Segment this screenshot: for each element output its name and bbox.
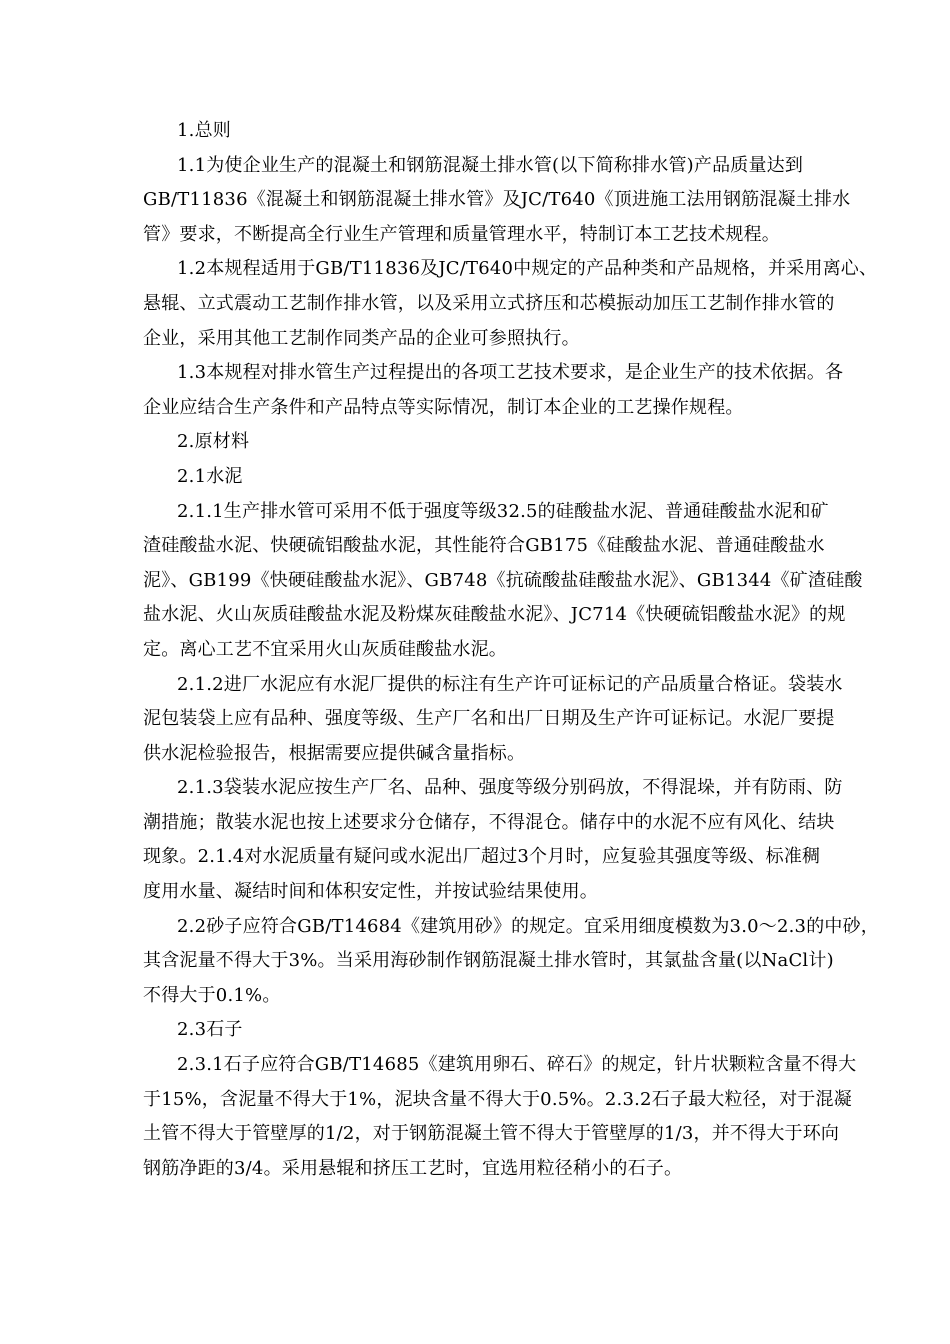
paragraph-line: 管》要求，不断提高全行业生产管理和质量管理水平，特制订本工艺技术规程。 bbox=[143, 223, 780, 245]
paragraph-line: 不得大于0.1%。 bbox=[143, 984, 281, 1006]
heading-cement: 2.1水泥 bbox=[177, 465, 243, 487]
paragraph-line: 现象。2.1.4对水泥质量有疑问或水泥出厂超过3个月时，应复验其强度等级、标准稠 bbox=[143, 846, 821, 868]
document-body bbox=[143, 114, 895, 1186]
paragraph-line: 悬辊、立式震动工艺制作排水管，以及采用立式挤压和芯模振动加压工艺制作排水管的 bbox=[143, 292, 835, 314]
paragraph-line: 潮措施；散装水泥也按上述要求分仓储存，不得混仓。储存中的水泥不应有风化、结块 bbox=[143, 811, 835, 833]
paragraph-line: 其含泥量不得大于3%。当采用海砂制作钢筋混凝土排水管时，其氯盐含量(以NaCl计) bbox=[143, 950, 834, 972]
paragraph-line: 2.3.1石子应符合GB/T14685《建筑用卵石、碎石》的规定，针片状颗粒含量不得大 bbox=[177, 1054, 857, 1076]
paragraph-line: 钢筋净距的3/4。采用悬辊和挤压工艺时，宜选用粒径稍小的石子。 bbox=[143, 1157, 683, 1179]
paragraph-line: 泥包装袋上应有品种、强度等级、生产厂名和出厂日期及生产许可证标记。水泥厂要提 bbox=[143, 708, 835, 730]
paragraph-line: 2.1.2进厂水泥应有水泥厂提供的标注有生产许可证标记的产品质量合格证。袋装水 bbox=[177, 673, 843, 695]
paragraph-line: 土管不得大于管壁厚的1/2，对于钢筋混凝土管不得大于管壁厚的1/3，并不得大于环向 bbox=[143, 1123, 840, 1145]
paragraph-line: 企业应结合生产条件和产品特点等实际情况，制订本企业的工艺操作规程。 bbox=[143, 396, 744, 418]
paragraph-line: 泥》、GB199《快硬硅酸盐水泥》、GB748《抗硫酸盐硅酸盐水泥》、GB1344《矿渣硅酸 bbox=[143, 569, 863, 591]
paragraph-line: 2.1.1生产排水管可采用不低于强度等级32.5的硅酸盐水泥、普通硅酸盐水泥和矿 bbox=[177, 500, 829, 522]
paragraph-line: 定。离心工艺不宜采用火山灰质硅酸盐水泥。 bbox=[143, 638, 507, 660]
paragraph-line: 1.3本规程对排水管生产过程提出的各项工艺技术要求，是企业生产的技术依据。各 bbox=[177, 362, 844, 384]
paragraph-line: 渣硅酸盐水泥、快硬硫铝酸盐水泥，其性能符合GB175《硅酸盐水泥、普通硅酸盐水 bbox=[143, 535, 825, 557]
paragraph-line: GB/T11836《混凝土和钢筋混凝土排水管》及JC/T640《顶进施工法用钢筋混凝土排水 bbox=[143, 189, 851, 211]
paragraph-line: 于15%，含泥量不得大于1%，泥块含量不得大于0.5%。2.3.2石子最大粒径，对于混凝 bbox=[143, 1088, 852, 1110]
paragraph-line: 盐水泥、火山灰质硅酸盐水泥及粉煤灰硅酸盐水泥》、JC714《快硬硫铝酸盐水泥》的规 bbox=[143, 604, 846, 626]
paragraph-line: 企业，采用其他工艺制作同类产品的企业可参照执行。 bbox=[143, 327, 580, 349]
paragraph-line: 2.2砂子应符合GB/T14684《建筑用砂》的规定。宜采用细度模数为3.0～2.3的中砂， bbox=[177, 915, 880, 937]
heading-raw-materials: 2.原材料 bbox=[177, 431, 250, 453]
paragraph-line: 2.1.3袋装水泥应按生产厂名、品种、强度等级分别码放，不得混垛，并有防雨、防 bbox=[177, 777, 843, 799]
paragraph-line: 供水泥检验报告，根据需要应提供碱含量指标。 bbox=[143, 742, 526, 764]
heading-general: 1.总则 bbox=[177, 120, 231, 141]
heading-stone: 2.3石子 bbox=[177, 1019, 243, 1041]
paragraph-line: 1.2本规程适用于GB/T11836及JC/T640中规定的产品种类和产品规格，并采用离心、 bbox=[177, 258, 878, 280]
paragraph-line: 度用水量、凝结时间和体积安定性，并按试验结果使用。 bbox=[143, 881, 598, 903]
paragraph-line: 1.1为使企业生产的混凝土和钢筋混凝土排水管(以下简称排水管)产品质量达到 bbox=[177, 154, 804, 176]
